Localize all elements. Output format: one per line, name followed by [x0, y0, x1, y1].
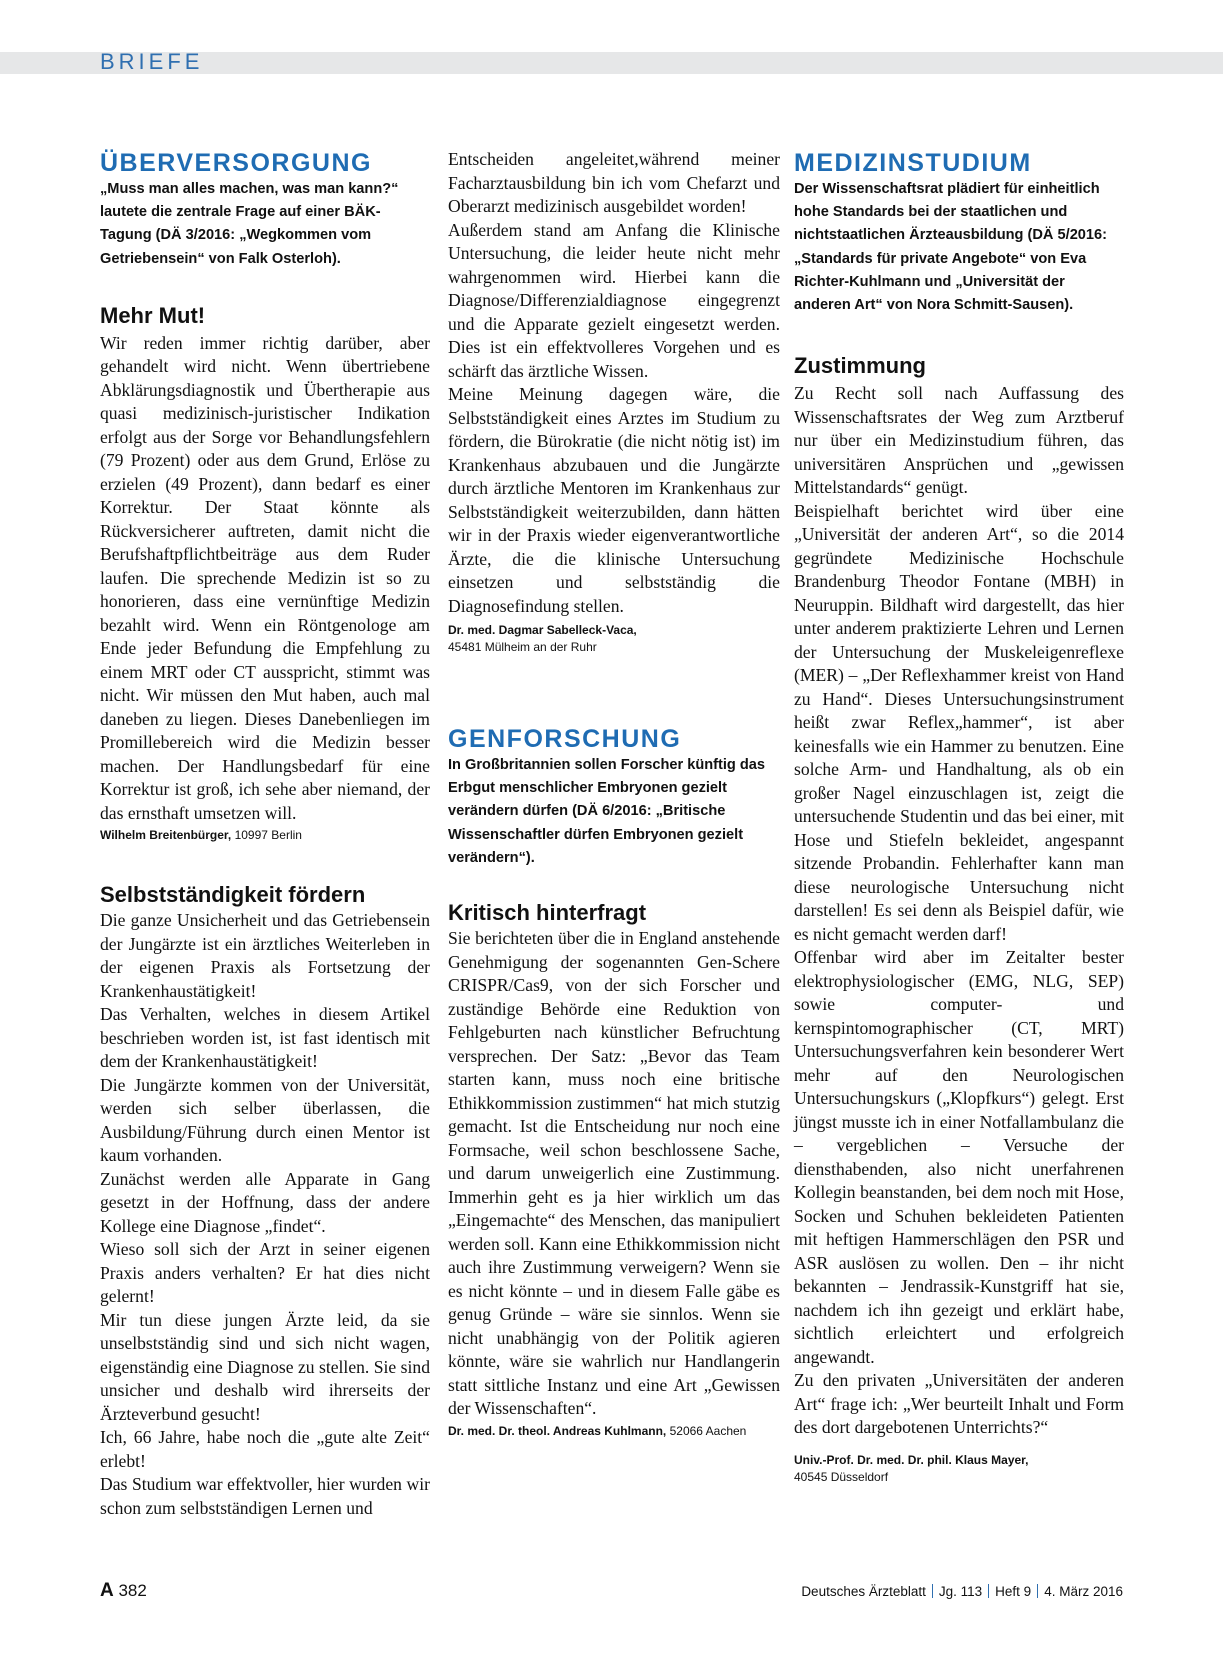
paragraph: Zu den privaten „Universitäten der anderen Art“ frage ich: „Wer beurteilt Inhalt und Form des dort dargebotenen Unterrichts?“ — [794, 1370, 1124, 1438]
letter-body: Sie berichteten über die in England anstehende Genehmigung der sogenannten Gen-Schere CRISPR/Cas9, von der sich Forscher und zuständige Behörde eine Reduktion von Fehlgeburten nach künstlicher Befruchtung versprechen. Der Satz: „Bevor das Team starten kann, muss noch eine britische Ethikkommission zustimmen“ hat mich stutzig gemacht. Ist die Entscheidung nur noch eine Formsache, weil schon beschlossene Sache, und darum unweigerlich eine Zustimmung. Immerhin geht es ja hier wirklich um das „Eingemachte“ des Menschen, das manipuliert werden soll. Kann eine Ethikkommission nicht auch ihre Zustimmung verweigern? Wenn sie es nicht könnte – und in diesem Falle gäbe es genug Gründe – wäre sie sinnlos. Wenn sie nicht unabhängig von der Politik agieren könnte, wäre sie wahrlich nur Handlangerin statt sittliche Instanz und eine Art „Gewissen der Wissenschaften“. — [448, 928, 780, 1419]
journal-date: 4. März 2016 — [1044, 1584, 1123, 1599]
divider — [1037, 1584, 1038, 1598]
author-name: Wilhelm Breitenbürger, — [100, 828, 232, 843]
author-name: Univ.-Prof. Dr. med. Dr. phil. Klaus Mayer, — [794, 1452, 1029, 1467]
letter-author — [794, 1452, 1124, 1469]
journal-volume: Jg. 113 — [938, 1584, 983, 1599]
journal-issue: Heft 9 — [995, 1584, 1032, 1599]
author-place: 52066 Aachen — [666, 1423, 747, 1438]
author-place: 40545 Düsseldorf — [794, 1469, 889, 1484]
paragraph: Offenbar wird aber im Zeitalter bester elektrophysiologischer (EMG, NLG, SEP) sowie computer- und kernspintomographischer (CT, MRT) Untersuchungsverfahren kein besonderer Wert mehr auf den Neurologischen Untersuchungskurs („Klopfkurs“) gelegt. Erst jüngst musste ich in einer Notfallambulanz die – vergeblichen – Versuche der diensthabenden, also nicht unerfahrenen Kollegin beanstanden, bei dem noch mit Hose, Socken und Schuhen bekleideten Patienten mit heftigen Hammerschlägen den PSR und ASR auslösen zu wollen. Den – ihr nicht bekannten – Jendrassik-Kunstgriff hat sie, nachdem ich ihn gezeigt und erklärt habe, sichtlich erleichtert und erfolgreich angewandt. — [794, 947, 1124, 1367]
letter-author — [448, 622, 780, 639]
divider — [932, 1584, 933, 1598]
letter-title-mehr-mut: Mehr Mut! — [100, 302, 206, 328]
letter-body — [794, 382, 1124, 1440]
journal-info — [801, 1584, 1123, 1599]
paragraph: Das Studium war effektvoller, hier wurden wir schon zum selbstständigen Lernen und — [100, 1474, 430, 1518]
topic-intro: In Großbritannien sollen Forscher künftig das Erbgut menschlicher Embryonen gezielt verändern dürfen (DÄ 6/2016: „Britische Wissenschaftler dürfen Embryonen gezielt verändern“). — [448, 757, 766, 866]
paragraph: Das Verhalten, welches in diesem Artikel beschrieben worden ist, ist fast identisch mit dem der Krankenhaustätigkeit! — [100, 1004, 430, 1072]
column-1 — [100, 148, 430, 1520]
letter-body: Wir reden immer richtig darüber, aber gehandelt wird nicht. Wenn übertriebene Abklärungsdiagnostik und Übertherapie aus quasi medizinisch-juristischer Indikation erfolgt aus der Sorge vor Behandlungsfehlern (79 Prozent) oder aus dem Grund, Erlöse zu erzielen (49 Prozent), dann bedarf es einer Korrektur. Der Staat könnte als Rückversicherer auftreten, damit nicht die Berufshaftpflichtbeiträge aus dem Ruder laufen. Die sprechende Medizin ist so zu honorieren, dass eine vernünftige Medizin bezahlt wird. Wenn ein Röntgenologe am Ende jeder Befundung die Empfehlung zu einem MRT oder CT ausspricht, stimmt was nicht. Wir müssen den Mut haben, auch mal daneben zu liegen. Dieses Danebenliegen im Promillebereich wird die Medizin besser machen. Der Handlungsbedarf für eine Korrektur ist groß, ich sehe aber niemand, der das ernsthaft umsetzen will. — [100, 332, 430, 823]
page-prefix: A — [100, 1580, 114, 1601]
journal-name: Deutsches Ärzteblatt — [801, 1584, 926, 1599]
letter-body-continued — [448, 148, 780, 618]
paragraph: Ich, 66 Jahre, habe noch die „gute alte Zeit“ erlebt! — [100, 1427, 430, 1471]
topic-intro: „Muss man alles machen, was man kann?“ lautete die zentrale Frage auf einer BÄK-Tagung (DÄ 3/2016: „Wegkommen vom Getriebensein“ von Falk Osterloh). — [100, 181, 399, 267]
column-2 — [448, 148, 780, 1440]
page-number-value: 382 — [118, 1581, 147, 1600]
author-name: Dr. med. Dr. theol. Andreas Kuhlmann, — [448, 1423, 667, 1438]
author-name: Dr. med. Dagmar Sabelleck-Vaca, — [448, 623, 637, 637]
paragraph: Die Jungärzte kommen von der Universität, werden sich selber überlassen, die Ausbildung/Führung durch einen Mentor ist kaum vorhanden. — [100, 1074, 430, 1166]
paragraph: Die ganze Unsicherheit und das Getriebensein der Jungärzte ist ein ärztliches Weiterleben in der eigenen Praxis als Fortsetzung der Krankenhaustätigkeit! — [100, 910, 430, 1001]
paragraph: Meine Meinung dagegen wäre, die Selbstständigkeit eines Arztes im Studium zu fördern, die Bürokratie (die nicht nötig ist) im Krankenhaus abzubauen und die Jungärzte durch ärztliche Mentoren im Krankenhaus zur Selbstständigkeit weiterzubilden, dann hätten wir in der Praxis wieder eigenverantwortliche Ärzte, die die klinische Untersuchung einsetzen und selbstständig die Diagnosefindung stellen. — [448, 384, 780, 616]
topic-heading-genforschung: GENFORSCHUNG — [448, 725, 682, 753]
letter-title-zustimmung: Zustimmung — [794, 353, 926, 379]
paragraph: Entscheiden angeleitet,während meiner Facharztausbildung bin ich vom Chefarzt und Oberarzt medizinisch ausgebildet worden! — [448, 149, 780, 216]
section-label: BRIEFE — [100, 49, 204, 74]
paragraph: Zunächst werden alle Apparate in Gang gesetzt in der Hoffnung, dass der andere Kollege eine Diagnose „findet“. — [100, 1168, 430, 1236]
paragraph: Wieso soll sich der Arzt in seiner eigenen Praxis anders verhalten? Er hat dies nicht gelernt! — [100, 1239, 430, 1307]
paragraph: Außerdem stand am Anfang die Klinische Untersuchung, die leider heute nicht mehr wahrgenommen wird. Hierbei kann die Diagnose/Differenzialdiagnose eingegrenzt und die Apparate gezielt eingesetzt werden. Dies ist ein effektvolleres Vorgehen und es schärft das ärztliche Wissen. — [448, 219, 780, 381]
topic-heading-ueberversorgung: ÜBERVERSORGUNG — [100, 149, 372, 177]
paragraph: Mir tun diese jungen Ärzte leid, da sie unselbstständig sind und sich nicht wagen, eigenständig eine Diagnose zu stellen. Sie sind unsicher und deshalb wird ihrerseits der Ärzteverbund gesucht! — [100, 1309, 430, 1424]
column-3 — [794, 148, 1124, 1486]
paragraph: Beispielhaft berichtet wird über eine „Universität der anderen Art“, so die 2014 gegründete Medizinische Hochschule Brandenburg Theodor Fontane (MBH) in Neuruppin. Bildhaft wird dargestellt, das hier unter anderem praktizierte Lehren und Lernen der Untersuchung der Muskeleigenreflexe (MER) – „Der Reflexhammer kreist von Hand zu Hand“. Dieses Untersuchungsinstrument heißt zwar Reflex„hammer“, ist aber keinesfalls wie ein Hammer zu benutzen. Eine solche Arm- und Handhaltung, als ob ein großer Nagel einzuschlagen ist, zeigt die untersuchende Studentin und das bei einer, mit Hose und Stiefeln bekleidet, angespannt sitzende Probandin. Fehlerhafter kann man diese neurologische Untersuchung nicht darstellen! Es sei denn als Beispiel dafür, wie es nicht gemacht werden darf! — [794, 500, 1124, 944]
divider — [988, 1584, 989, 1598]
letter-author — [448, 1423, 780, 1440]
letter-author — [100, 827, 430, 844]
letter-title-selbststaendigkeit: Selbstständigkeit fördern — [100, 882, 366, 908]
paragraph: Zu Recht soll nach Auffassung des Wissenschaftsrates der Weg zum Arztberuf nur über ein Medizinstudium führen, das universitären Ansprüchen und „gewissen Mittelstandards“ genügt. — [794, 383, 1124, 498]
letter-body — [100, 909, 430, 1520]
author-place: 10997 Berlin — [231, 828, 302, 843]
topic-intro: Der Wissenschaftsrat plädiert für einheitlich hohe Standards bei der staatlichen und nichtstaatlichen Ärzteausbildung (DÄ 5/2016: „Standards für private Angebote“ von Eva Richter-Kuhlmann und „Universität der anderen Art“ von Nora Schmitt-Sausen). — [794, 181, 1108, 314]
letter-title-kritisch-hinterfragt: Kritisch hinterfragt — [448, 900, 647, 926]
topic-heading-medizinstudium: MEDIZINSTUDIUM — [794, 149, 1032, 177]
author-place: 45481 Mülheim an der Ruhr — [448, 640, 597, 654]
page-number — [100, 1580, 147, 1602]
